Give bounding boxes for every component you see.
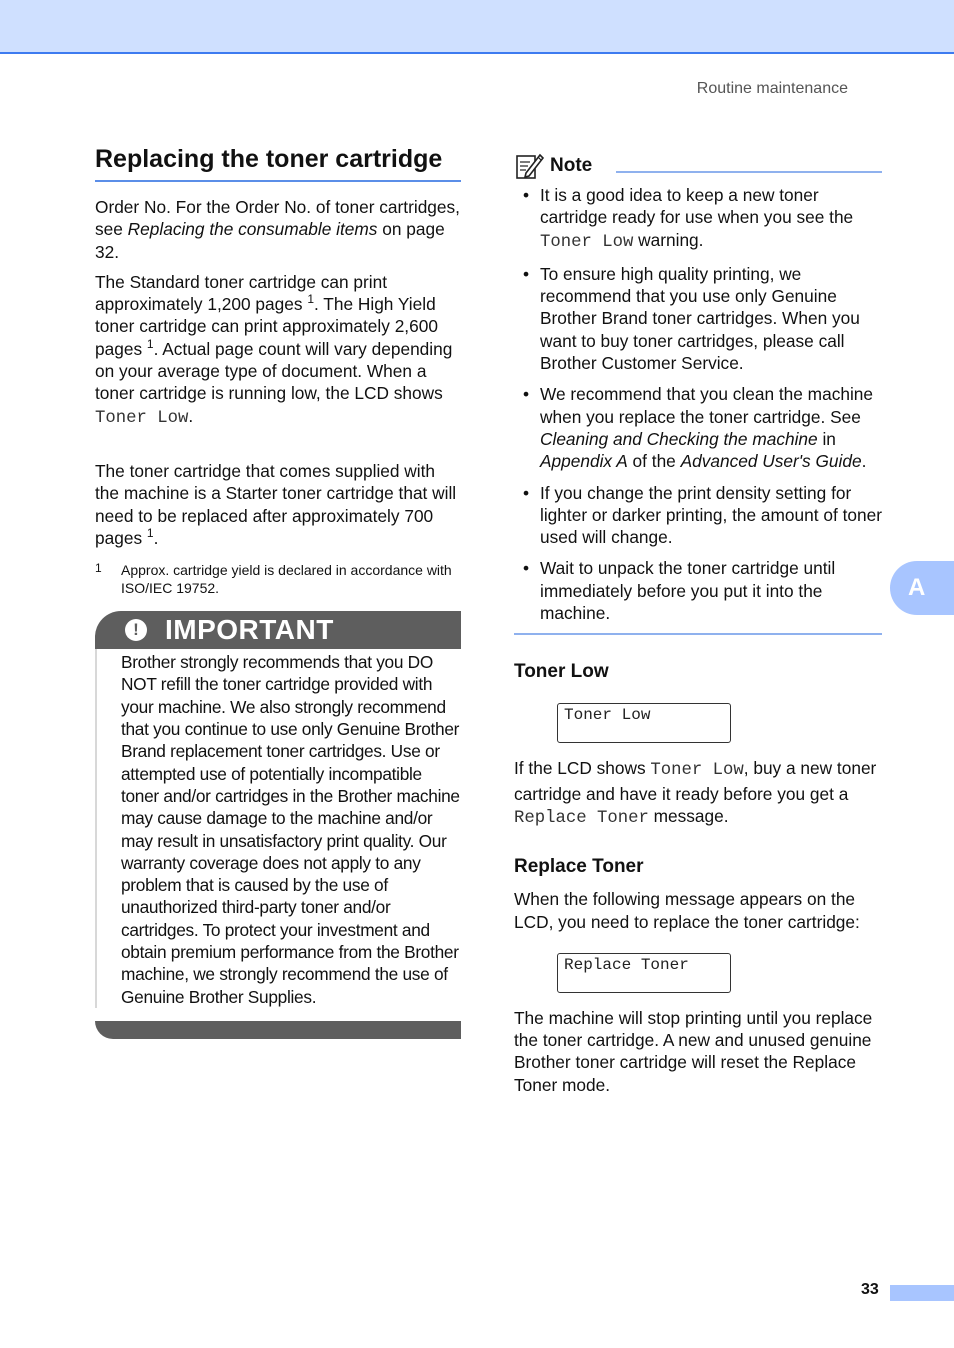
replace-toner-heading: Replace Toner — [514, 856, 644, 878]
text-run: The toner cartridge that comes supplied with the machine is a Starter toner cartridge that will need to be replaced after approximately 700 pages — [95, 460, 457, 548]
text-run: . — [153, 527, 159, 548]
section-title: Replacing the toner cartridge — [95, 145, 461, 182]
note-header — [514, 150, 882, 182]
note-title: Note — [550, 155, 593, 176]
lcd-display-replace-toner: Replace Toner — [557, 953, 731, 993]
note-pencil-icon — [514, 151, 544, 181]
text-run: warning. — [633, 229, 704, 250]
toner-low-paragraph — [514, 757, 882, 830]
starter-cartridge-paragraph — [95, 460, 461, 549]
text-run: . Actual page count will vary depending on your average type of document. When a toner cartridge is running low, the LCD shows — [95, 338, 453, 404]
text-run: . — [188, 405, 194, 426]
lcd-message-inline: Toner Low — [95, 408, 189, 428]
cross-reference: Appendix A — [540, 451, 628, 472]
appendix-tab: A — [890, 561, 954, 615]
note-list — [514, 184, 882, 624]
footnote-ref: 1 — [146, 526, 154, 541]
text-run: Order No. For the Order No. of toner cartridges, see — [95, 197, 460, 240]
text-run: . — [861, 451, 867, 472]
important-header — [95, 611, 461, 649]
important-footer-bar — [95, 1021, 461, 1039]
lcd-message-inline: Replace Toner — [514, 808, 649, 828]
cross-reference: Cleaning and Checking the machine — [540, 428, 818, 449]
text-run: on page 32. — [95, 219, 445, 262]
page-number: 33 — [861, 1281, 879, 1298]
footnote-number: 1 — [95, 561, 102, 576]
text-run: of the — [627, 451, 681, 472]
lcd-message-inline: Toner Low — [650, 761, 744, 781]
text-run: message. — [648, 805, 729, 826]
note-end-rule — [514, 633, 882, 635]
important-body: Brother strongly recommends that you DO NOT refill the toner cartridge provided with your machine. We also strongly recommend that you continue to use only Genuine Brother Brand replacement toner cartridges. Use or attempted use of potentially incompatible toner and/or cartridges in the Brother machine may cause damage to the machine and/or may result in unsatisfactory print quality. Our warranty coverage does not apply to any problem that is caused by the use of unauthorized third-party toner and/or cartridges. To protect your investment and obtain premium performance from the Brother machine, we strongly recommend the use of Genuine Brother Supplies. — [95, 649, 461, 1008]
top-header-band — [0, 0, 954, 54]
footnote-ref: 1 — [146, 337, 154, 352]
note-item: • To ensure high quality printing, we recommend that you use only Genuine Brother Brand toner cartridges. When you want to buy toner cartridges, please call Brother Customer Service. — [514, 263, 882, 374]
replace-toner-intro: When the following message appears on the LCD, you need to replace the toner cartridge: — [514, 889, 860, 932]
left-column — [95, 145, 461, 1039]
note-item — [514, 383, 882, 472]
page-number-tab — [890, 1285, 954, 1301]
note-item: • If you change the print density setting for lighter or darker printing, the amount of toner used will change. — [514, 482, 882, 549]
text-run: We recommend that you clean the machine when you replace the toner cartridge. See — [540, 384, 874, 427]
important-title: IMPORTANT — [165, 614, 334, 646]
right-column — [514, 150, 882, 1096]
text-run: The Standard toner cartridge can print approximately 1,200 pages — [95, 271, 388, 315]
footnote — [95, 561, 461, 597]
text-run: . The High Yield toner cartridge can print approximately 2,600 pages — [95, 294, 438, 359]
text-run: in — [817, 428, 836, 449]
text-run: It is a good idea to keep a new toner cartridge ready for use when you see the — [540, 185, 854, 228]
note-item: • Wait to unpack the toner cartridge until immediately before you put it into the machine. — [514, 557, 882, 624]
cross-reference: Replacing the consumable items — [127, 219, 378, 240]
footnote-text: Approx. cartridge yield is declared in accordance with ISO/IEC 19752. — [121, 562, 452, 597]
important-box — [95, 611, 461, 1039]
lcd-display-toner-low: Toner Low — [557, 703, 731, 743]
footnote-ref: 1 — [307, 292, 314, 307]
toner-low-heading: Toner Low — [514, 661, 609, 683]
note-rule — [616, 171, 882, 173]
text-run: If the LCD shows — [514, 758, 651, 779]
exclamation-icon: ! — [125, 619, 147, 641]
replace-toner-paragraph: The machine will stop printing until you replace the toner cartridge. A new and unused genuine Brother toner cartridge will reset the Replace Toner mode. — [514, 1007, 873, 1095]
cross-reference: Advanced User's Guide — [680, 451, 862, 472]
order-number-paragraph — [95, 196, 461, 263]
running-head: Routine maintenance — [696, 80, 848, 97]
yield-paragraph — [95, 271, 461, 430]
text-run: , buy a new toner cartridge and have it ready before you get a — [514, 758, 877, 804]
note-item — [514, 184, 882, 254]
lcd-message-inline: Toner Low — [540, 232, 634, 252]
